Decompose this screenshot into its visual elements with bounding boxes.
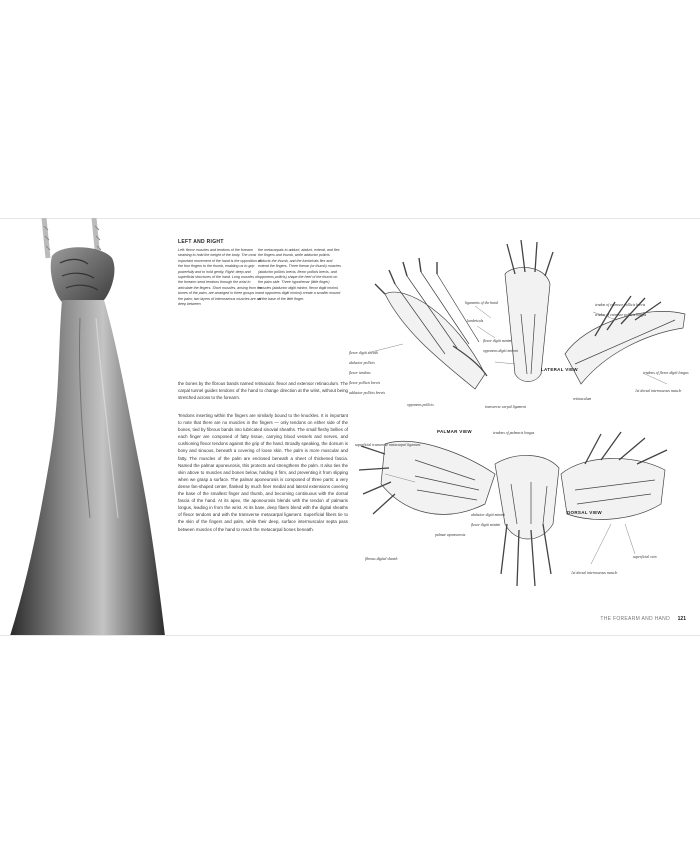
dorsal-view-label: DORSAL VIEW <box>567 510 602 515</box>
anatomy-label: flexor pollicis brevis <box>349 381 381 385</box>
anatomy-label: flexor digiti sheath <box>349 351 378 355</box>
anatomy-label: abductor pollicis <box>349 361 375 365</box>
palmar-view-label: PALMAR VIEW <box>437 429 472 434</box>
hand-anatomy-illustration <box>345 224 695 604</box>
caption-column-2: the metacarpals to adduct, abduct, extend, and flex the fingers and thumb, while adductor pollicis adducts the thumb, and the lumbricals flex and extend the fingers. Three thenar (or thumb) muscles (abductor pollicis brevis, flexor pollicis brevis, and opponens pollicis) shape the heel of the thumb on the palm side. Three hypothenar (little finger) muscles (abductor digiti minimi, flexor digiti minimi, and opponens digiti minimi) create a smaller mound at the base of the little finger. <box>258 248 341 301</box>
running-head: THE FOREARM AND HAND <box>600 616 670 622</box>
page-number: 121 <box>677 616 686 622</box>
anatomy-label: 1st dorsal interosseous muscle <box>635 389 682 393</box>
caption-column-1: Left: flexor muscles and tendons of the forearm straining to hold the weight of the body. The most important movement of the hand is the opposition of the four fingers to the thumb, enabling us to grip powerfully and to hold gently. Right: deep and superficial structures of the hand. Long muscles of the forearm send tendons through the wrist to articulate the fingers. Short muscles, arising from the bones of the palm, are arranged in three groups in the palm; two layers of interosseous muscles are set deep between <box>178 248 262 307</box>
anatomy-label: tendons of palmaris longus <box>493 431 535 435</box>
anatomy-label: abductor digiti minimi <box>471 513 506 517</box>
hand-drawing-bottom <box>495 455 559 586</box>
body-paragraph-1: the bones by the fibrous bands named retinacula: flexor and extensor retinaculum. The carpal tunnel guides tendons of the hand to change direction at the wrist, without being stretched across to the forearm. <box>178 381 348 401</box>
anatomy-label: adductor pollicis brevis <box>349 391 385 395</box>
anatomy-label: transverse carpal ligament <box>485 405 526 409</box>
book-spread <box>0 218 700 636</box>
anatomy-label: fibrous digital sheath <box>365 557 398 561</box>
bottom-rule <box>0 635 700 636</box>
hand-drawing-lower-left <box>359 441 495 514</box>
anatomy-label: flexor digiti minimi <box>483 339 513 343</box>
anatomy-label: palmar aponeurosis <box>435 533 466 537</box>
anatomy-label: opponens digiti minimi <box>483 349 519 353</box>
lateral-view-label: LATERAL VIEW <box>541 367 578 372</box>
anatomy-label: superficial vein <box>633 555 657 559</box>
forearm-photo <box>0 218 165 636</box>
anatomy-label: tendon of extensor pollicis longus <box>595 313 647 317</box>
anatomy-label: tendons of flexor digiti longus <box>643 371 689 375</box>
anatomy-label: lumbricals <box>467 319 484 323</box>
anatomy-label: ligaments of the hand <box>465 301 498 305</box>
anatomy-label: retinaculum <box>573 397 592 401</box>
anatomy-label: 1st dorsal interosseous muscle <box>571 571 618 575</box>
anatomy-label: tendon of extensor pollicis brevis <box>595 303 646 307</box>
anatomy-label: superficial transverse metacarpal ligament <box>355 443 421 447</box>
hand-drawing-lower-right <box>561 432 667 519</box>
body-paragraph-2: Tendons inserting within the fingers are similarly bound to the knuckles. It is important to note that there are no muscles in the fingers — only tendons on either side of the bones, tied by fibrous bands into lubricated sinovial sheaths. The small fleshy bellies of each finger are composed of fatty tissue, carrying blood vessels and nerves, and cushioning flexor tendons against the grip of the hand. Broadly speaking, the dorsum is bony and sinuous, beneath a covering of loose skin. The palm is more muscular and fatty. The muscles of the palm are enclosed beneath a sheet of thickened fascia. Named the palmar aponeurosis, this protects and strengthens the palm. It also ties the skin above to muscles and bones below, holding it firm, and preventing it from slipping when we grasp a surface. The palmar aponeurosis is composed of three parts: a very dense fan-shaped center, flanked by much finer medial and lateral extensions covering the base of the smallest finger and thumb, and becoming continuous with the dorsal fascia of the hand. At its apex, the aponeurosis blends with the tendon of palmaris longus, leading in from the wrist. At its base, deep fibers blend with the digital sheaths of flexor tendons and with the transverse metacarpal ligament. Superficial fibers tie to the skin of the fingers and palm, while their deep, surface intermuscular septa pass between muscles of the hand to reach the metacarpal bones beneath. <box>178 413 348 532</box>
caption-title: LEFT AND RIGHT <box>178 239 224 245</box>
hand-drawing-top <box>505 240 553 382</box>
anatomy-label: flexor digiti minimi <box>471 523 501 527</box>
hand-drawing-upper-left <box>375 258 487 389</box>
anatomy-label: flexor tendons <box>349 371 371 375</box>
anatomy-label: opponens pollicis <box>407 403 434 407</box>
